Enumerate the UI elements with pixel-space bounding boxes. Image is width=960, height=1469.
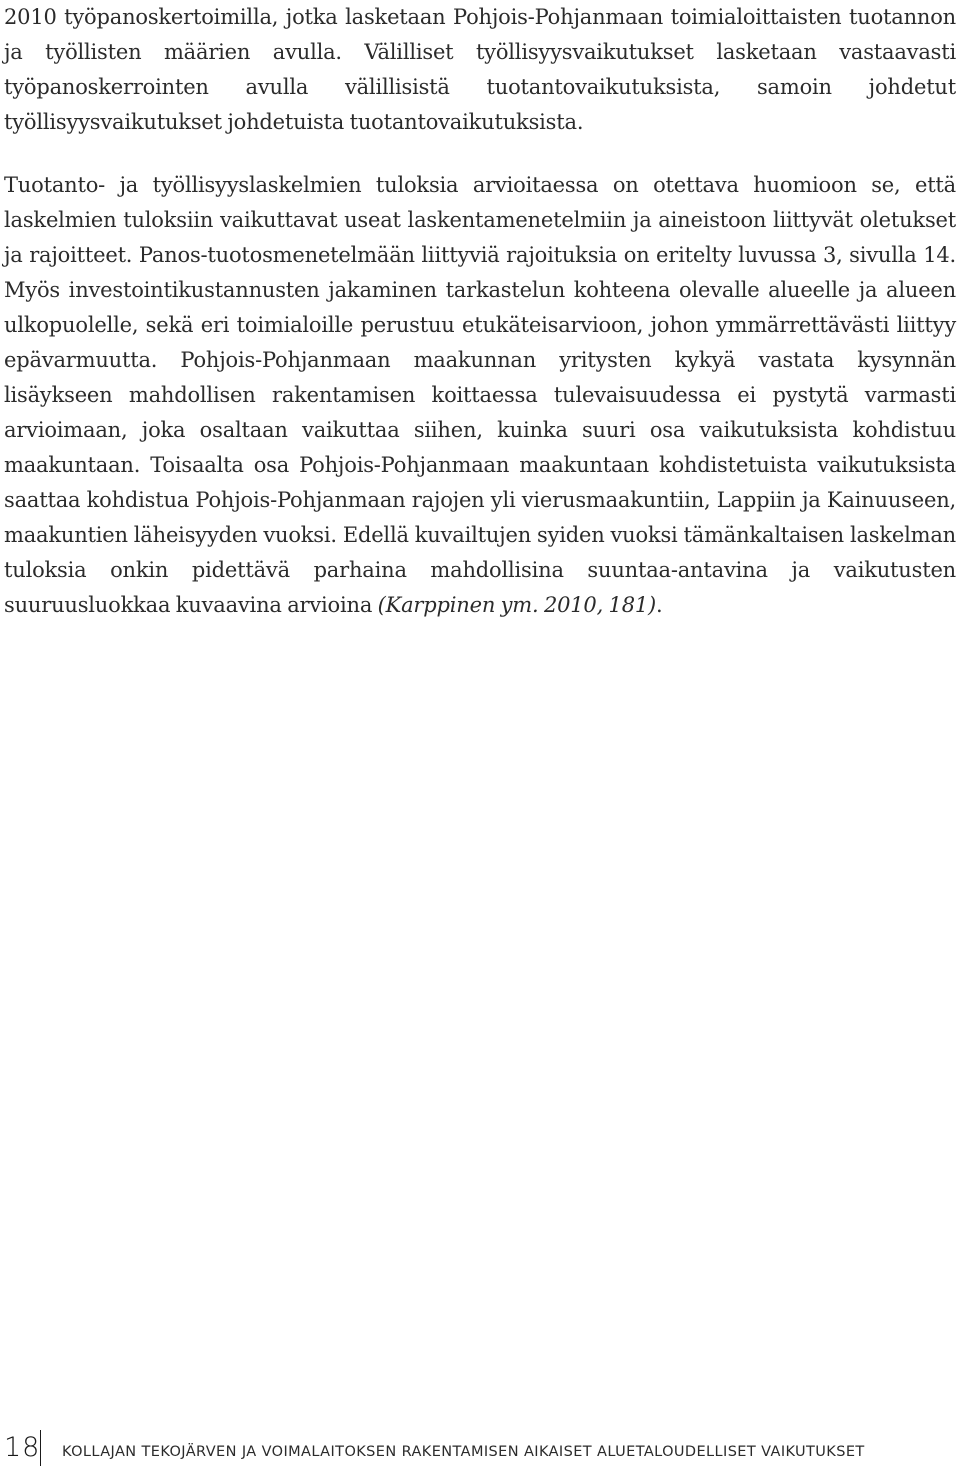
footer-divider [40,1430,41,1466]
page-number: 18 [4,1432,41,1463]
paragraph-limitations-text: Tuotanto- ja työllisyyslaskelmien tuloksia arvioitaessa on otettava huomioon se, että laskelmien tuloksiin vaikuttavat useat laskentamenetelmiin ja aineistoon liittyvät oletukset ja rajoitteet. Panos-tuotosmenetelmään liittyviä rajoituksia on eritelty luvussa 3, sivulla 14. Myös investointikustannusten jakaminen tarkastelun kohteena olevalle alueelle ja alueen ulkopuolelle, sekä eri toimialoille perustuu etukäteisarvioon, johon ymmärrettävästi liittyy epävarmuutta. Pohjois-Pohjanmaan maakunnan yritysten kykyä vastata kysynnän lisäykseen mahdollisen rakentamisen koittaessa tulevaisuudessa ei pystytä varmasti arvioimaan, joka osaltaan vaikuttaa siihen, kuinka suuri osa vaikutuksista kohdistuu maakuntaan. Toisaalta osa Pohjois-Pohjanmaan maakuntaan kohdistetuista vaikutuksista saattaa kohdistua Pohjois-Pohjanmaan rajojen yli vierusmaakuntiin, Lappiin ja Kainuuseen, maakuntien läheisyyden vuoksi. Edellä kuvailtujen syiden vuoksi tämänkaltaisen laskelman tuloksia onkin pidettävä parhaina mahdollisina suuntaa-antavina ja vaikutusten suuruusluokkaa kuvaavina arvioina [4,173,956,617]
page-footer [0,1430,960,1466]
paragraph-intro: 2010 työpanoskertoimilla, jotka lasketaan Pohjois-Pohjanmaan toimialoittaisten tuotannon ja työllisten määrien avulla. Välilliset työllisyysvaikutukset lasketaan vastaavasti työpanoskerrointen avulla välillisistä tuotantovaikutuksista, samoin johdetut työllisyysvaikutukset johdetuista tuotantovaikutuksista. [4,5,956,134]
paragraph-limitations-end: . [656,593,663,617]
citation: (Karppinen ym. 2010, 181) [377,593,657,617]
paragraph-limitations [4,168,956,623]
running-title: KOLLAJAN TEKOJÄRVEN JA VOIMALAITOKSEN RAKENTAMISEN AIKAISET ALUETALOUDELLISET VAIKUTUKSET [62,1444,865,1460]
